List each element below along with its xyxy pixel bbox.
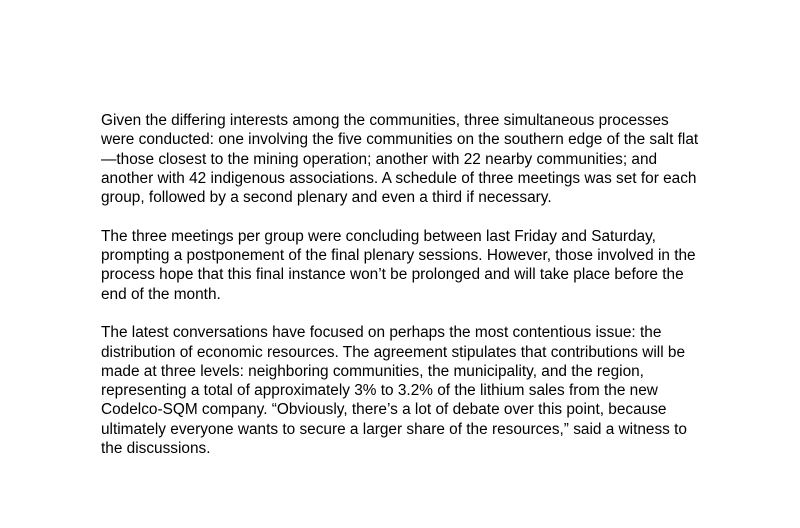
text-line: The three meetings per group were concluding between last Friday and Saturday, <box>101 227 656 245</box>
text-line: the discussions. <box>101 440 211 458</box>
text-line: The latest conversations have focused on perhaps the most contentious issue: the <box>101 324 662 342</box>
text-line: —those closest to the mining operation; another with 22 nearby communities; and <box>101 150 658 168</box>
text-line: Given the differing interests among the communities, three simultaneous processes <box>101 112 669 129</box>
paragraph-processes <box>101 111 711 207</box>
text-line: group, followed by a second plenary and even a third if necessary. <box>101 189 552 207</box>
text-line: process hope that this final instance won’t be prolonged and will take place before the <box>101 266 684 284</box>
text-line: prompting a postponement of the final plenary sessions. However, those involved in the <box>101 247 696 265</box>
text-line: end of the month. <box>101 285 221 303</box>
text-line: another with 42 indigenous associations. A schedule of three meetings was set for each <box>101 169 697 187</box>
text-line: Codelco-SQM company. “Obviously, there’s a lot of debate over this point, because <box>101 401 667 419</box>
text-line: distribution of economic resources. The agreement stipulates that contributions will be <box>101 343 686 361</box>
paragraph-resources <box>101 323 711 458</box>
paragraph-meetings <box>101 227 711 304</box>
text-line: made at three levels: neighboring communities, the municipality, and the region, <box>101 362 644 380</box>
text-line: representing a total of approximately 3% to 3.2% of the lithium sales from the new <box>101 382 658 400</box>
text-line: were conducted: one involving the five communities on the southern edge of the salt flat <box>101 131 699 149</box>
document-body <box>101 111 711 478</box>
text-line: ultimately everyone wants to secure a larger share of the resources,” said a witness to <box>101 420 687 438</box>
